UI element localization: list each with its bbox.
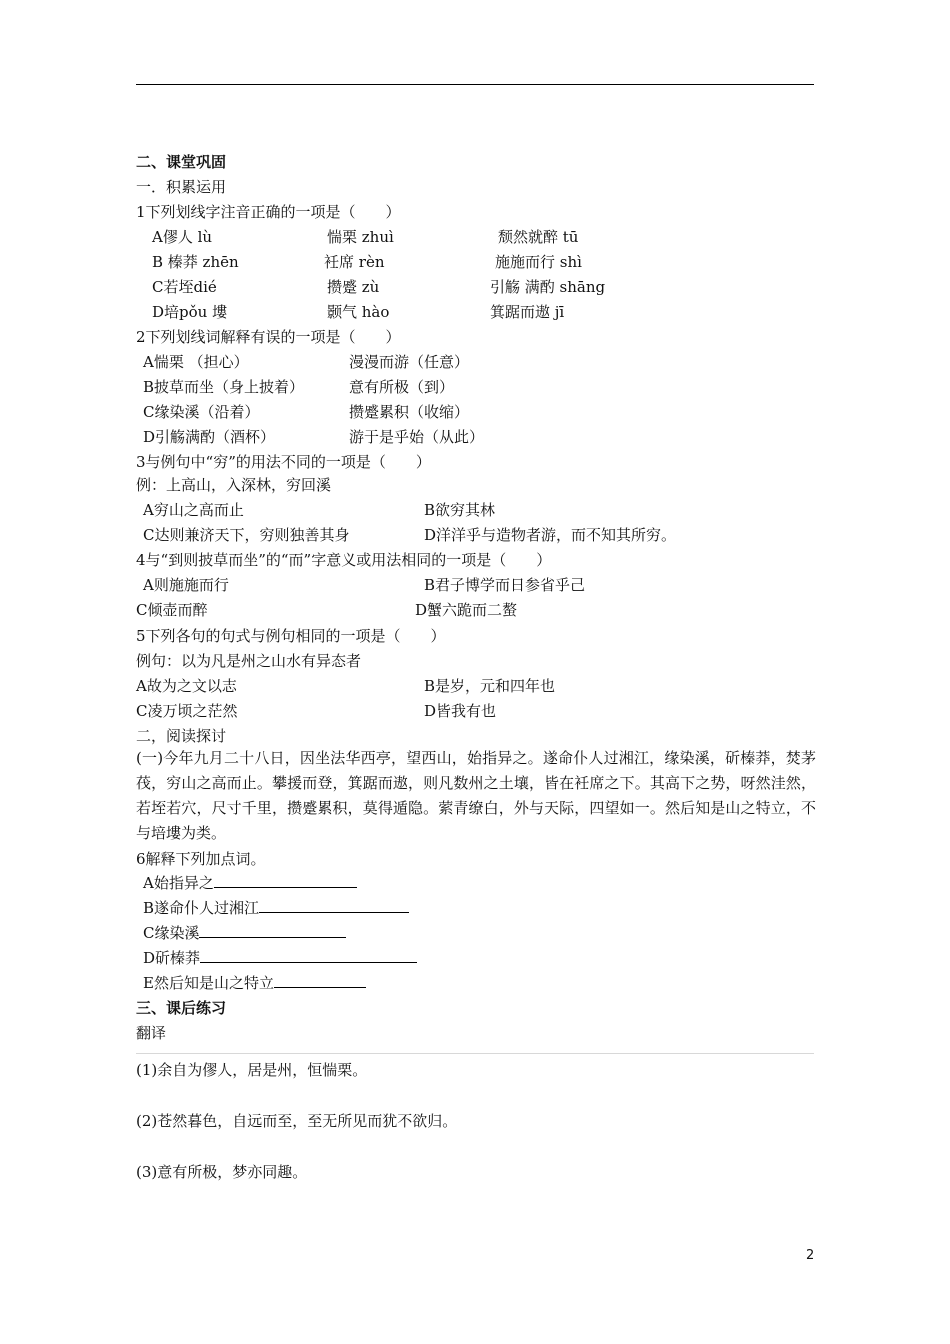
q5-option-b: B是岁，元和四年也 <box>424 677 556 695</box>
q1-option-b-3: 施施而行 shì <box>495 253 582 271</box>
q2-option-c-2: 攒蹙累积（收缩） <box>349 403 470 421</box>
q2-option-b-1: B披草而坐（身上披着） <box>143 378 305 396</box>
divider-rule <box>136 1053 814 1054</box>
q1-option-a-3: 颓然就醉 tū <box>498 228 579 246</box>
header-rule <box>136 84 814 85</box>
q3-option-c: C达则兼济天下，穷则独善其身 <box>143 526 350 544</box>
q1-option-d-2: 颢气 hào <box>327 303 390 321</box>
answer-blank-d[interactable] <box>200 948 417 963</box>
q6-item-c-text: C缘染溪 <box>143 924 200 942</box>
q2-option-c-1: C缘染溪（沿着） <box>143 403 260 421</box>
q2-option-a-1: A惴栗 （担心） <box>143 353 249 371</box>
q5-option-a: A故为之文以志 <box>136 677 237 695</box>
q4-option-d: D蟹六跪而二螯 <box>415 601 518 619</box>
translate-sentence-3: (3)意有所极，梦亦同趣。 <box>136 1163 308 1181</box>
q6-item-a <box>143 873 357 893</box>
subsection-reading: 二，阅读探讨 <box>136 727 227 745</box>
q1-option-c-1: C若垤dié <box>152 278 217 296</box>
page-number: 2 <box>806 1248 815 1263</box>
q2-option-b-2: 意有所极（到） <box>349 378 455 396</box>
q6-item-d-text: D斫榛莽 <box>143 949 201 967</box>
q3-option-b: B欲穷其林 <box>424 501 496 519</box>
q1-option-b-1: B 榛莽 zhēn <box>152 253 239 271</box>
answer-blank-a[interactable] <box>214 873 357 888</box>
q2-option-a-2: 漫漫而游（任意） <box>349 353 470 371</box>
q1-option-d-3: 箕踞而遨 jī <box>490 303 565 321</box>
translate-sentence-2: (2)苍然暮色，自远而至，至无所见而犹不欲归。 <box>136 1112 458 1130</box>
q5-example: 例句：以为凡是州之山水有异态者 <box>136 652 362 670</box>
reading-passage: (一)今年九月二十八日，因坐法华西亭，望西山，始指异之。遂命仆人过湘江，缘染溪，斫榛莽，焚茅茷，穷山之高而止。攀援而登，箕踞而遨，则凡数州之土壤，皆在衽席之下。其高下之势，呀然洼然，若垤若穴，尺寸千里，攒蹙累积，莫得遁隐。萦青缭白，外与天际，四望如一。然后知是山之特立，不与培塿为类。 <box>136 749 816 842</box>
answer-blank-e[interactable] <box>274 973 366 988</box>
q2-option-d-2: 游于是乎始（从此） <box>349 428 485 446</box>
q4-option-a: A则施施而行 <box>143 576 229 594</box>
q5-stem: 5下列各句的句式与例句相同的一项是（ ） <box>136 627 446 645</box>
q4-stem: 4与“到则披草而坐”的“而”字意义或用法相同的一项是（ ） <box>136 551 552 569</box>
q3-option-a: A穷山之高而止 <box>143 501 244 519</box>
q3-example: 例：上高山，入深林，穷回溪 <box>136 476 332 494</box>
q6-item-d <box>143 948 417 968</box>
q6-stem: 6解释下列加点词。 <box>136 850 266 868</box>
q1-option-c-2: 攒蹙 zù <box>327 278 380 296</box>
q6-item-b-text: B遂命仆人过湘江 <box>143 899 260 917</box>
q2-stem: 2下列划线词解释有误的一项是（ ） <box>136 328 401 346</box>
q2-option-d-1: D引觞满酌（酒杯） <box>143 428 276 446</box>
q6-item-b <box>143 898 409 918</box>
q6-item-e <box>143 973 366 993</box>
q1-option-a-2: 惴栗 zhuì <box>327 228 394 246</box>
section-title-homework: 三、课后练习 <box>136 999 227 1017</box>
answer-blank-c[interactable] <box>199 923 346 938</box>
q1-stem: 1下列划线字注音正确的一项是（ ） <box>136 203 401 221</box>
q3-stem: 3与例句中“穷”的用法不同的一项是（ ） <box>136 453 431 471</box>
q5-option-c: C凌万顷之茫然 <box>136 702 238 720</box>
q6-item-e-text: E然后知是山之特立 <box>143 974 274 992</box>
q1-option-b-2: 衽席 rèn <box>324 253 385 271</box>
subsection-accumulation: 一．积累运用 <box>136 178 227 196</box>
q1-option-a-1: A僇人 lù <box>152 228 213 246</box>
q6-item-c <box>143 923 346 943</box>
q4-option-b: B君子博学而日参省乎己 <box>424 576 586 594</box>
section-title-classroom: 二、课堂巩固 <box>136 153 227 171</box>
translate-label: 翻译 <box>136 1024 167 1042</box>
q5-option-d: D皆我有也 <box>424 702 497 720</box>
q3-option-d: D洋洋乎与造物者游，而不知其所穷。 <box>424 526 677 544</box>
translate-sentence-1: (1)余自为僇人，居是州，恒惴栗。 <box>136 1061 368 1079</box>
q4-option-c: C倾壶而醉 <box>136 601 208 619</box>
answer-blank-b[interactable] <box>259 898 409 913</box>
q1-option-d-1: D培pǒu 塿 <box>152 303 228 321</box>
q6-item-a-text: A始指异之 <box>143 874 214 892</box>
q1-option-c-3: 引觞 满酌 shāng <box>490 278 606 296</box>
